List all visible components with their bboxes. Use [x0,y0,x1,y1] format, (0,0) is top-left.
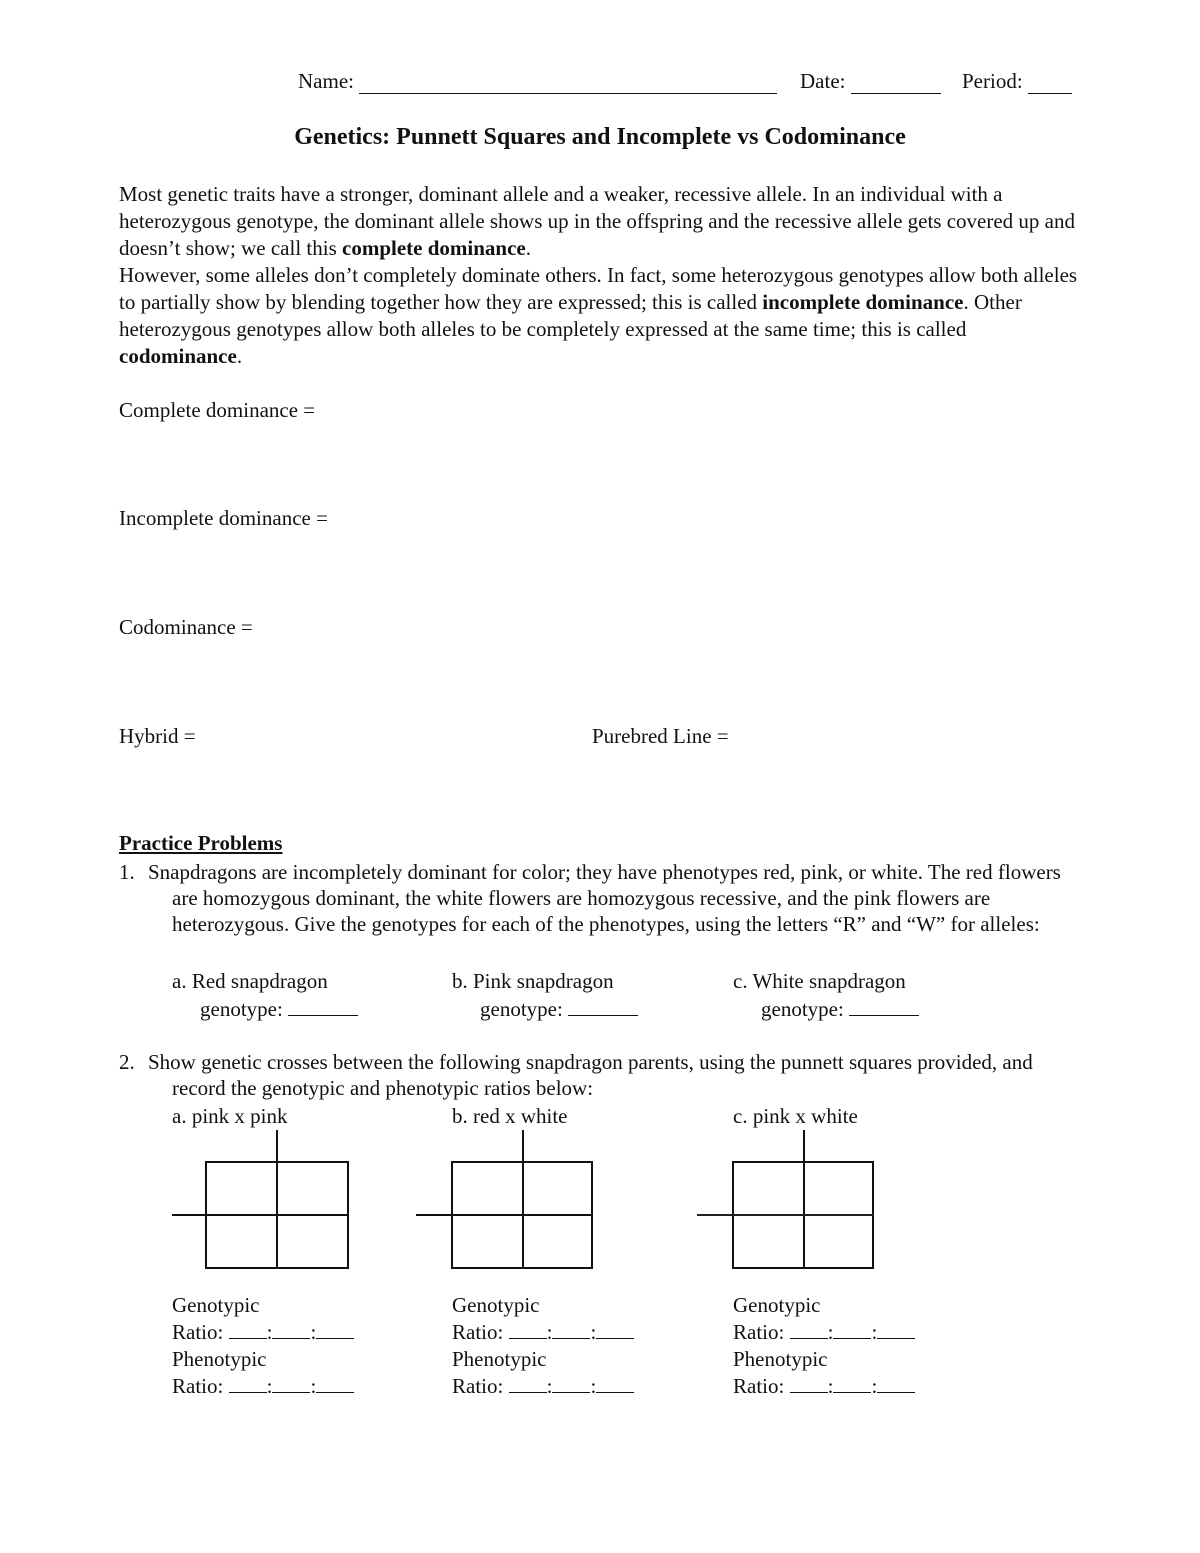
cross-a-label: a. pink x pink [172,1104,288,1128]
intro-p2-text-b: . Other heterozygous genotypes allow both alleles to be completely expressed at the same time; this is called [119,290,1022,341]
genotype-blank[interactable] [288,997,358,1016]
ratio-label: Ratio: [452,1374,504,1398]
phenotypic-label: Phenotypic [172,1347,267,1371]
ratio-separator: : [590,1320,597,1344]
ratio-separator: : [827,1374,834,1398]
incomplete-dominance-prompt: Incomplete dominance = [119,506,328,530]
ratio-label: Ratio: [733,1374,785,1398]
q1-option-c-label: c. White snapdragon [733,969,906,993]
ratio-separator: : [546,1374,553,1398]
ratio-label: Ratio: [172,1320,224,1344]
ratio-blank[interactable] [552,1374,590,1393]
intro-p2-end: . [236,344,243,368]
ratio-blank[interactable] [596,1374,634,1393]
period-label: Period: [962,69,1023,93]
question-2-text: Show genetic crosses between the following snapdragon parents, using the punnett squares provided, and record the genotypic and phenotypic ratios below: [148,1050,1033,1100]
question-1-number: 1. [119,860,135,884]
period-field [962,69,1072,94]
ratio-blank[interactable] [833,1320,871,1339]
complete-dominance-prompt: Complete dominance = [119,398,316,422]
ratio-separator: : [266,1374,273,1398]
ratios-a [172,1292,354,1400]
ratio-separator: : [310,1320,317,1344]
intro-paragraph-1 [119,181,1084,262]
name-field [298,69,777,94]
ratio-blank[interactable] [552,1320,590,1339]
term-complete-dominance: complete dominance [342,236,526,260]
phenotypic-ratio-row [452,1373,634,1400]
punnett-square-c[interactable] [697,1130,877,1272]
ratio-blank[interactable] [272,1320,310,1339]
question-1-text: Snapdragons are incompletely dominant for color; they have phenotypes red, pink, or white. The red flowers are homozygous dominant, the white flowers are homozygous recessive, and the pink flowers are heterozygous. Give the genotypes for each of the phenotypes, using the letters “R” and “W” for alleles: [148,860,1061,936]
q1-option-a-label: a. Red snapdragon [172,969,328,993]
genotype-label: genotype: [761,997,844,1021]
cross-c-label: c. pink x white [733,1104,858,1128]
codominance-prompt: Codominance = [119,615,253,639]
ratio-blank[interactable] [790,1374,828,1393]
ratio-separator: : [827,1320,834,1344]
phenotypic-label: Phenotypic [733,1347,828,1371]
genotypic-ratio-row [452,1319,634,1346]
phenotypic-ratio-row [172,1373,354,1400]
ratio-blank[interactable] [509,1320,547,1339]
name-blank[interactable] [359,75,777,94]
genotype-blank[interactable] [568,997,638,1016]
ratios-b [452,1292,634,1400]
ratio-separator: : [590,1374,597,1398]
ratio-blank[interactable] [877,1374,915,1393]
q1-option-b-label: b. Pink snapdragon [452,969,614,993]
term-incomplete-dominance: incomplete dominance [762,290,964,314]
ratio-blank[interactable] [316,1374,354,1393]
page-title: Genetics: Punnett Squares and Incomplete vs Codominance [294,124,906,150]
ratio-separator: : [266,1320,273,1344]
question-1 [119,859,1084,937]
practice-problems-heading: Practice Problems [119,831,283,855]
punnett-square-a[interactable] [172,1130,352,1272]
genotypic-ratio-row [733,1319,915,1346]
genotype-label: genotype: [480,997,563,1021]
ratio-label: Ratio: [452,1320,504,1344]
date-label: Date: [800,69,846,93]
genotypic-label: Genotypic [733,1293,821,1317]
ratio-blank[interactable] [229,1320,267,1339]
ratio-label: Ratio: [172,1374,224,1398]
q1-option-a-genotype [200,995,358,1023]
punnett-divider-vertical-c [803,1130,805,1269]
intro-p1-text: Most genetic traits have a stronger, dominant allele and a weaker, recessive allele. In an individual with a heterozygous genotype, the dominant allele shows up in the offspring and the recessive allele gets covered up and doesn’t show; we call this [119,182,1075,260]
punnett-divider-vertical-b [522,1130,524,1269]
question-2 [119,1049,1084,1101]
ratio-blank[interactable] [790,1320,828,1339]
ratio-label: Ratio: [733,1320,785,1344]
punnett-divider-horizontal-b [416,1214,593,1216]
intro-p1-end: . [525,236,531,260]
q1-option-b-genotype [480,995,638,1023]
cross-b-label: b. red x white [452,1104,568,1128]
q1-option-b [452,967,638,1023]
ratio-separator: : [871,1374,878,1398]
genotypic-label: Genotypic [172,1293,260,1317]
ratio-blank[interactable] [833,1374,871,1393]
q1-option-a [172,967,358,1023]
term-codominance: codominance [119,344,237,368]
genotype-blank[interactable] [849,997,919,1016]
date-field [800,69,941,94]
intro-p2-text-a: However, some alleles don’t completely dominate others. In fact, some heterozygous genotypes allow both alleles to partially show by blending together how they are expressed; this is called [119,263,1078,314]
name-label: Name: [298,69,354,93]
date-blank[interactable] [851,75,941,94]
ratio-blank[interactable] [272,1374,310,1393]
ratio-blank[interactable] [316,1320,354,1339]
phenotypic-label: Phenotypic [452,1347,547,1371]
genotypic-label: Genotypic [452,1293,540,1317]
ratio-separator: : [871,1320,878,1344]
genotype-label: genotype: [200,997,283,1021]
question-2-number: 2. [119,1050,135,1074]
ratios-c [733,1292,915,1400]
genotypic-ratio-row [172,1319,354,1346]
ratio-separator: : [546,1320,553,1344]
q1-option-c [733,967,919,1023]
period-blank[interactable] [1028,75,1072,94]
intro-text [119,181,1084,370]
ratio-blank[interactable] [229,1374,267,1393]
q1-option-c-genotype [761,995,919,1023]
intro-paragraph-2 [119,262,1084,370]
punnett-square-b[interactable] [416,1130,596,1272]
phenotypic-ratio-row [733,1373,915,1400]
ratio-separator: : [310,1374,317,1398]
purebred-prompt: Purebred Line = [592,724,729,748]
hybrid-prompt: Hybrid = [119,724,196,748]
ratio-blank[interactable] [596,1320,634,1339]
punnett-divider-horizontal-c [697,1214,874,1216]
ratio-blank[interactable] [509,1374,547,1393]
ratio-blank[interactable] [877,1320,915,1339]
punnett-divider-vertical-a [276,1130,278,1269]
punnett-divider-horizontal-a [172,1214,349,1216]
